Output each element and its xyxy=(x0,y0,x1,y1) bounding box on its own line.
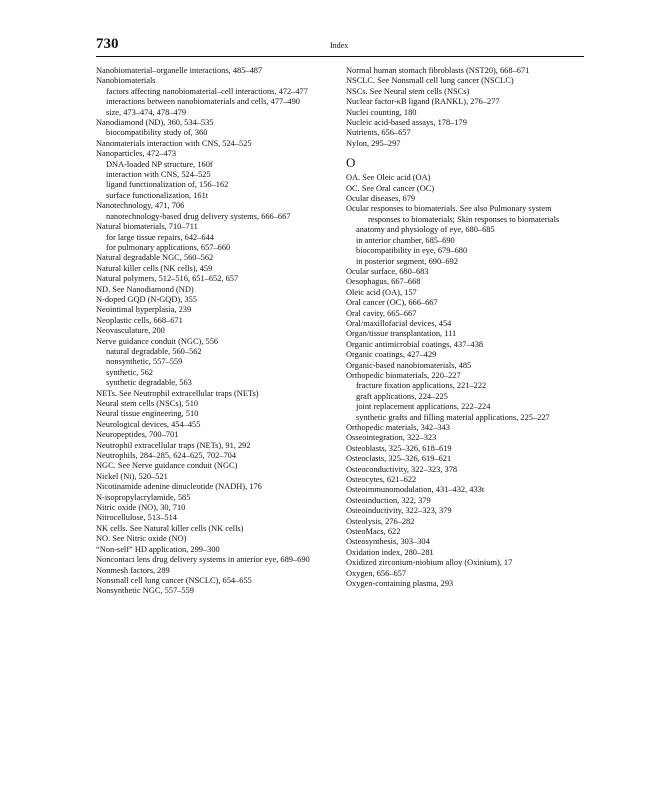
index-entry: Neurological devices, 454–455 xyxy=(96,419,201,429)
index-entry: Ocular surface, 680–683 xyxy=(346,266,429,276)
index-entry: Nanomaterials interaction with CNS, 524–525 xyxy=(96,138,252,148)
index-subentry: biocompatibility in eye, 679–680 xyxy=(356,246,468,256)
index-entry: OA. See Oleic acid (OA) xyxy=(346,173,431,183)
index-entry: Neuropeptides, 700–701 xyxy=(96,430,179,440)
index-entry: NO. See Nitric oxide (NO) xyxy=(96,534,187,544)
index-subentry: anatomy and physiology of eye, 680–685 xyxy=(356,225,495,235)
index-entry: Nitric oxide (NO), 30, 710 xyxy=(96,503,186,513)
index-subentry: joint replacement applications, 222–224 xyxy=(356,402,491,412)
index-entry: Orthopedic materials, 342–343 xyxy=(346,423,450,432)
index-entry: Orthopedic biomaterials, 220–227 xyxy=(346,370,461,380)
index-entry: Organic-based nanobiomaterials, 485 xyxy=(346,360,472,370)
index-entry: Oxidation index, 280–281 xyxy=(346,547,434,557)
index-entry: Osteoblasts, 325–326, 618–619 xyxy=(346,443,452,453)
index-list-o xyxy=(346,173,584,589)
index-entry: Nuclei counting, 180 xyxy=(346,107,417,117)
index-subentry: biocompatibility study of, 360 xyxy=(106,128,208,138)
index-entry: Nucleic acid-based assays, 178–179 xyxy=(346,118,467,128)
index-subentry: for pulmonary applications, 657–660 xyxy=(106,242,231,252)
index-entry: Osteosynthesis, 303–304 xyxy=(346,537,430,547)
index-entry: Oxidized zirconium-niobium alloy (Oxinium), 17 xyxy=(346,558,513,568)
index-column-right xyxy=(346,66,584,590)
index-subentry: in anterior chamber, 685–690 xyxy=(356,235,455,245)
index-entry: Organ/tissue transplantation, 111 xyxy=(346,329,457,339)
index-entry: Neural tissue engineering, 510 xyxy=(96,409,199,419)
index-entry: OC. See Oral cancer (OC) xyxy=(346,183,435,193)
index-entry: Oxygen-containing plasma, 293 xyxy=(346,579,454,589)
index-entry: Nickel (Ni), 520–521 xyxy=(96,471,168,481)
index-entry: Organic coatings, 427–429 xyxy=(346,350,437,360)
index-entry: Osteoconductivity, 322–323, 378 xyxy=(346,464,458,474)
index-entry: Oral cancer (OC), 666–667 xyxy=(346,298,438,308)
index-entry: Osteoinduction, 322, 379 xyxy=(346,495,431,505)
index-entry: Natural biomaterials, 710–711 xyxy=(96,222,198,232)
index-entry: Oesophagus, 667–668 xyxy=(346,277,421,287)
index-entry: NGC. See Nerve guidance conduit (NGC) xyxy=(96,461,238,471)
index-entry: Neutrophils, 284–285, 624–625, 702–704 xyxy=(96,451,237,461)
index-entry: “Non-self” HD application, 299–300 xyxy=(96,544,220,554)
index-entry: NK cells. See Natural killer cells (NK cells) xyxy=(96,523,244,533)
index-subentry: ligand functionalization of, 156–162 xyxy=(106,180,229,190)
index-subentry: synthetic, 562 xyxy=(106,367,153,377)
index-entry: Noncontact lens drug delivery systems in anterior eye, 689–690 xyxy=(96,555,310,565)
index-entry: N-doped GQD (N-GQD), 355 xyxy=(96,294,197,304)
index-subentry: for large tissue repairs, 642–644 xyxy=(106,232,214,242)
index-subentry: synthetic grafts and filling material applications, 225–227 xyxy=(356,412,550,422)
index-list-n xyxy=(346,66,584,149)
index-entry: Osseointegration, 322–323 xyxy=(346,433,437,443)
index-entry: Nicotinamide adenine dinucleotide (NADH), 176 xyxy=(96,482,262,492)
index-entry: Neointimal hyperplasia, 239 xyxy=(96,305,192,315)
index-entry: Neutrophil extracellular traps (NETs), 91, 292 xyxy=(96,440,251,450)
running-head: Index xyxy=(330,41,349,50)
index-entry: Nuclear factor-κB ligand (RANKL), 276–277 xyxy=(346,97,500,107)
index-entry: N-isopropylacrylamide, 585 xyxy=(96,492,191,502)
index-subentry: surface functionalization, 161t xyxy=(106,190,209,200)
header-rule xyxy=(96,56,584,57)
index-entry: Ocular diseases, 679 xyxy=(346,194,416,204)
index-subentry: size, 473–474, 478–479 xyxy=(106,107,187,117)
index-entry: Oral cavity, 665–667 xyxy=(346,308,417,318)
index-subentry: natural degradable, 560–562 xyxy=(106,346,202,356)
index-entry: Natural degradable NGC, 560–562 xyxy=(96,253,214,263)
index-entry: Nonsynthetic NGC, 557–559 xyxy=(96,586,194,596)
index-entry: Oral/maxillofacial devices, 454 xyxy=(346,318,452,328)
index-entry: Neoplastic cells, 668–671 xyxy=(96,315,183,325)
index-entry: Oleic acid (OA), 157 xyxy=(346,287,417,297)
index-entry: Nanobiomaterials xyxy=(96,76,156,86)
index-entry: Neovasculature, 200 xyxy=(96,326,165,336)
index-entry: Organic antimicrobial coatings, 437–438 xyxy=(346,339,484,349)
index-entry: Nanobiomaterial–organelle interactions, 485–487 xyxy=(96,66,263,75)
index-entry: Osteoclasts, 325–326, 619–621 xyxy=(346,454,452,464)
index-entry: Normal human stomach fibroblasts (NST20), 668–671 xyxy=(346,66,530,75)
index-entry: Nylon, 295–297 xyxy=(346,138,401,148)
index-entry: Nonmesh factors, 289 xyxy=(96,565,170,575)
index-subentry: nonsynthetic, 557–559 xyxy=(106,357,183,367)
index-column-left xyxy=(96,66,334,597)
index-entry: Natural killer cells (NK cells), 459 xyxy=(96,263,213,273)
index-entry: NSCs. See Neural stem cells (NSCs) xyxy=(346,86,470,96)
index-entry: Nitrocellulose, 513–514 xyxy=(96,513,177,523)
index-entry: Oxygen, 656–657 xyxy=(346,568,407,578)
index-entry: Nanotechnology, 471, 706 xyxy=(96,201,185,211)
index-subentry: fracture fixation applications, 221–222 xyxy=(356,381,487,391)
index-entry: NETs. See Neutrophil extracellular traps (NETs) xyxy=(96,388,259,398)
index-subentry: interactions between nanobiomaterials and cells, 477–490 xyxy=(106,97,300,107)
index-entry: Ocular responses to biomaterials. See also Pulmonary system responses to biomaterials; Skin responses to biomaterials xyxy=(346,204,560,224)
index-subentry: in posterior segment, 690–692 xyxy=(356,256,458,266)
index-entry: Osteoinductivity, 322–323, 379 xyxy=(346,506,452,516)
index-subentry: graft applications, 224–225 xyxy=(356,391,448,401)
index-entry: Nerve guidance conduit (NGC), 556 xyxy=(96,336,219,346)
index-entry: Osteocytes, 621–622 xyxy=(346,475,417,485)
index-subentry: interaction with CNS, 524–525 xyxy=(106,170,211,180)
index-subentry: nanotechnology-based drug delivery systems, 666–667 xyxy=(106,211,291,221)
index-entry: Nanoparticles, 472–473 xyxy=(96,149,177,159)
index-entry: OsteoMacs, 622 xyxy=(346,527,401,537)
index-subentry: synthetic degradable, 563 xyxy=(106,378,192,388)
index-entry: ND. See Nanodiamond (ND) xyxy=(96,284,194,294)
index-entry: Nutrients, 656–657 xyxy=(346,128,411,138)
section-letter: O xyxy=(346,155,356,171)
index-subentry: DNA-loaded NP structure, 160f xyxy=(106,159,213,169)
page-number: 730 xyxy=(96,36,119,52)
index-entry: Neural stem cells (NSCs), 510 xyxy=(96,399,199,408)
index-entry: Osteolysis, 276–282 xyxy=(346,516,415,526)
index-entry: Osteoimmunomodulation, 431–432, 433t xyxy=(346,485,485,495)
index-entry: Natural polymers, 512–516, 651–652, 657 xyxy=(96,274,239,284)
index-entry: Nonsmall cell lung cancer (NSCLC), 654–655 xyxy=(96,575,252,585)
index-entry: Nanodiamond (ND), 360, 534–535 xyxy=(96,118,214,128)
index-entry: NSCLC. See Nonsmall cell lung cancer (NSCLC) xyxy=(346,76,514,86)
index-subentry: factors affecting nanobiomaterial–cell interactions, 472–477 xyxy=(106,86,308,96)
